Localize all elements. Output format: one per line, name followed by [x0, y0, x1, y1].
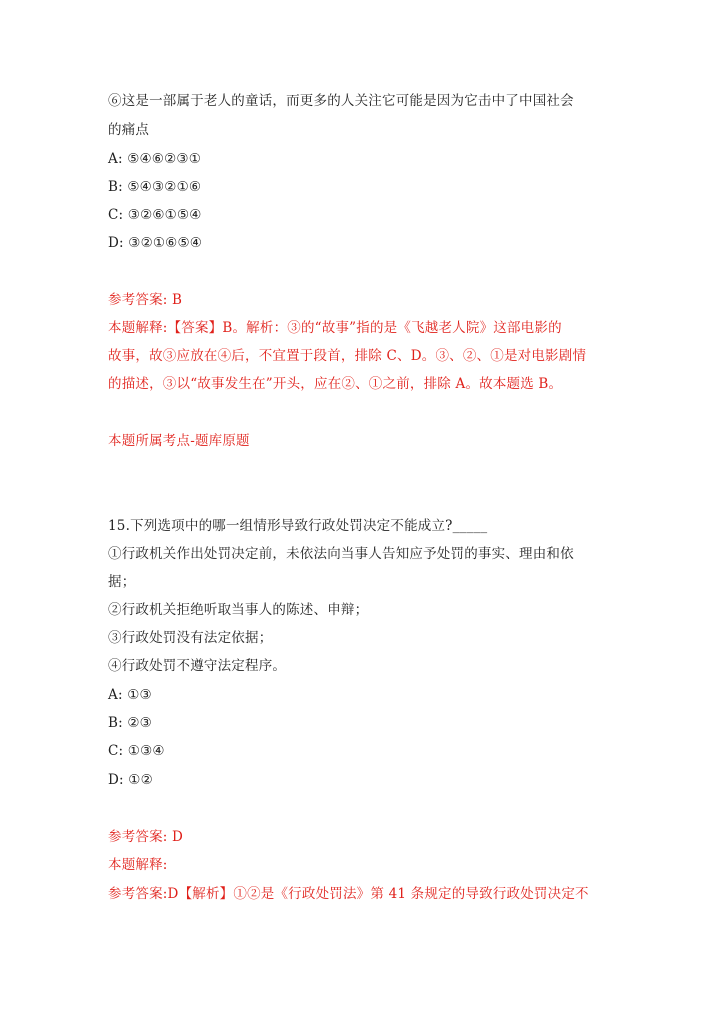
q15-answer: 参考答案: D	[108, 829, 184, 845]
q15-option-a: A: ①③	[108, 687, 152, 703]
q15-explanation-label: 本题解释:	[108, 857, 168, 873]
q14-statement-6-line1: ⑥这是一部属于老人的童话，而更多的人关注它可能是因为它击中了中国社会	[108, 93, 574, 109]
q15-statement-3: ③行政处罚没有法定依据；	[108, 630, 273, 646]
q14-answer: 参考答案: B	[108, 292, 183, 308]
q15-statement-1-line2: 据；	[108, 574, 136, 590]
q15-option-d: D: ①②	[108, 772, 153, 788]
q14-explanation-line3: 的描述，③以“故事发生在”开头，应在②、①之前，排除 A。故本题选 B。	[108, 376, 563, 392]
q14-option-a: A: ⑤④⑥②③①	[108, 151, 202, 167]
q14-option-c: C: ③②⑥①⑤④	[108, 207, 202, 223]
q15-statement-4: ④行政处罚不遵守法定程序。	[108, 658, 287, 674]
q15-statement-2: ②行政机关拒绝听取当事人的陈述、申辩；	[108, 602, 369, 618]
q14-option-b: B: ⑤④③②①⑥	[108, 179, 202, 195]
q15-question: 15.下列选项中的哪一组情形导致行政处罚决定不能成立?_____	[108, 518, 488, 534]
q14-statement-6-line2: 的痛点	[108, 122, 150, 138]
q15-option-c: C: ①③④	[108, 743, 165, 759]
q14-category: 本题所属考点-题库原题	[108, 433, 250, 449]
q14-explanation-line1: 本题解释:【答案】B。解析：③的“故事”指的是《飞越老人院》这部电影的	[108, 320, 562, 336]
q14-explanation-line2: 故事，故③应放在④后，不宜置于段首，排除 C、D。③、②、①是对电影剧情	[108, 348, 587, 364]
q15-statement-1-line1: ①行政机关作出处罚决定前，未依法向当事人告知应予处罚的事实、理由和依	[108, 546, 574, 562]
q14-option-d: D: ③②①⑥⑤④	[108, 235, 203, 251]
q15-option-b: B: ②③	[108, 715, 152, 731]
q15-explanation-line1: 参考答案:D【解析】①②是《行政处罚法》第 41 条规定的导致行政处罚决定不	[108, 886, 589, 902]
